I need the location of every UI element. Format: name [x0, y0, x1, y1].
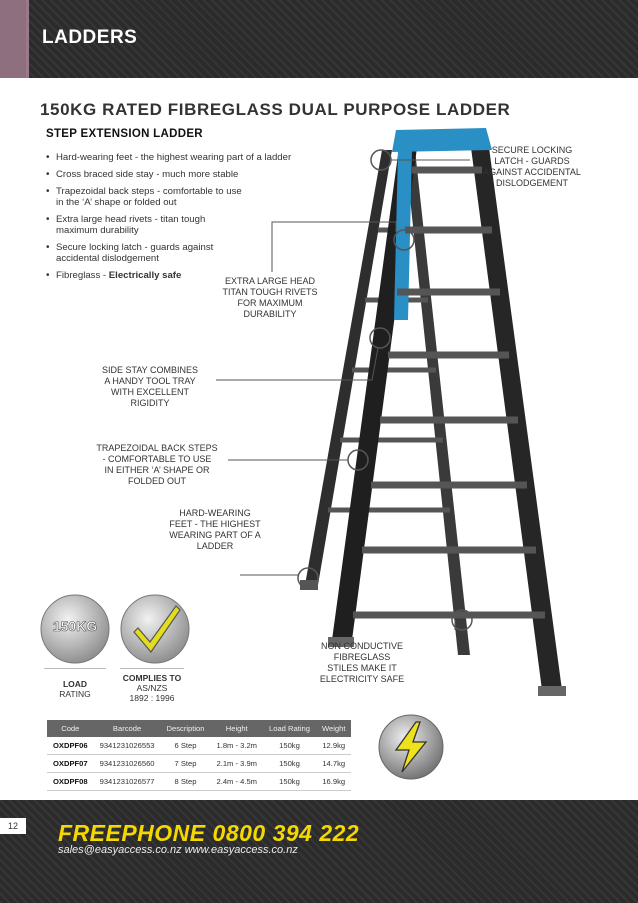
freephone-number: FREEPHONE 0800 394 222: [58, 820, 360, 846]
callout-feet: HARD-WEARING FEET - THE HIGHEST WEARING PART OF A LADDER: [169, 508, 261, 551]
table-header-row: Code Barcode Description Height Load Rating Weight: [47, 720, 351, 737]
lightning-bolt-icon: [378, 714, 444, 780]
page-number: 12: [0, 818, 26, 834]
feature-item: • Hard-wearing feet - the highest wearing part of a ladder: [46, 152, 291, 163]
front-foot-right: [538, 686, 566, 696]
feature-item: • Fibreglass - Electrically safe: [46, 270, 291, 281]
load-rating-badge: [40, 594, 110, 664]
feature-item: • Trapezoidal back steps - comfortable to use in the ‘A’ shape or folded out: [46, 186, 291, 208]
feature-item: • Secure locking latch - guards against accidental dislodgement: [46, 242, 291, 264]
callout-side-stay: SIDE STAY COMBINES A HANDY TOOL TRAY WITH EXCELLENT RIGIDITY: [101, 365, 199, 408]
table-row: OXDPF06 9341231026553 6 Step 1.8m - 3.2m 150kg 12.9kg: [47, 737, 351, 755]
badge-divider: [44, 668, 106, 669]
callout-rivets: EXTRA LARGE HEAD TITAN TOUGH RIVETS FOR MAXIMUM DURABILITY: [222, 276, 318, 319]
callout-stiles: NON CONDUCTIVE FIBREGLASS STILES MAKE IT ELECTRICITY SAFE: [319, 641, 405, 684]
table-row: OXDPF07 9341231026560 7 Step 2.1m - 3.9m 150kg 14.7kg: [47, 755, 351, 773]
rear-stile-right: [405, 150, 470, 655]
feature-item: • Cross braced side stay - much more stable: [46, 169, 291, 180]
table-row: OXDPF08 9341231026577 8 Step 2.4m - 4.5m 150kg 16.9kg: [47, 773, 351, 791]
contact-links: sales@easyaccess.co.nz www.easyaccess.co.nz: [58, 844, 298, 856]
callout-latch: SECURE LOCKING LATCH - GUARDS AGAINST ACCIDENTAL DISLODGEMENT: [483, 145, 581, 188]
load-rating-label: LOAD RATING: [59, 679, 91, 699]
product-title: 150KG RATED FIBREGLASS DUAL PURPOSE LADDER: [40, 100, 511, 119]
feature-item: • Extra large head rivets - titan tough maximum durability: [46, 214, 291, 236]
load-value-text: 150KG: [52, 618, 98, 634]
complies-label: COMPLIES TO AS/NZS 1892 : 1996: [122, 673, 182, 703]
front-stile-right: [470, 140, 562, 690]
callout-back-steps: TRAPEZOIDAL BACK STEPS - COMFORTABLE TO USE IN EITHER ‘A’ SHAPE OR FOLDED OUT: [96, 443, 218, 486]
section-title: LADDERS: [42, 27, 138, 48]
spec-table: [47, 720, 351, 791]
complies-badge: [120, 594, 190, 664]
product-subtitle: STEP EXTENSION LADDER: [46, 128, 203, 140]
badge-divider: [120, 668, 184, 669]
